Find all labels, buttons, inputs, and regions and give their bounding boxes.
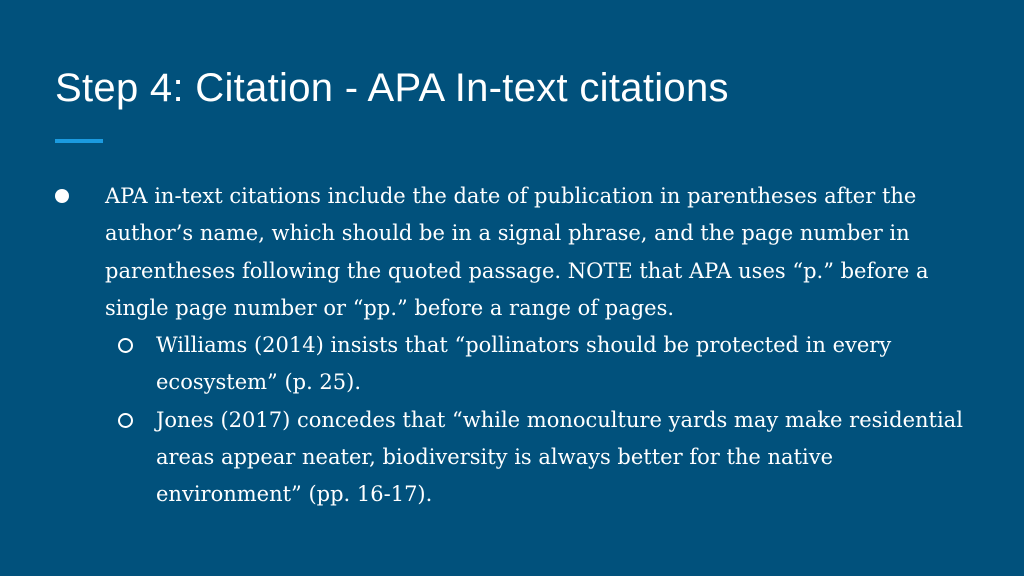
slide-body [55, 178, 975, 514]
title-accent-line [55, 139, 103, 143]
hollow-bullet-icon [118, 338, 133, 353]
sub-bullet-text: Williams (2014) insists that “pollinators should be protected in every ecosystem” (p. 25). [156, 333, 892, 395]
sub-bullet-item [55, 402, 975, 514]
bullet-text: APA in-text citations include the date of publication in parentheses after the author’s name, which should be in a signal phrase, and the page number in parentheses following the quoted passage. NOTE that APA uses “p.” before a single page number or “pp.” before a range of pages. [105, 184, 929, 320]
hollow-bullet-icon [118, 413, 133, 428]
sub-bullet-item [55, 327, 975, 402]
bullet-item [55, 178, 975, 327]
slide-title: Step 4: Citation - APA In-text citations [55, 66, 729, 110]
sub-bullet-text: Jones (2017) concedes that “while monoculture yards may make residential areas appear neater, biodiversity is always better for the native environment” (pp. 16-17). [156, 407, 963, 507]
filled-bullet-icon [55, 189, 69, 203]
